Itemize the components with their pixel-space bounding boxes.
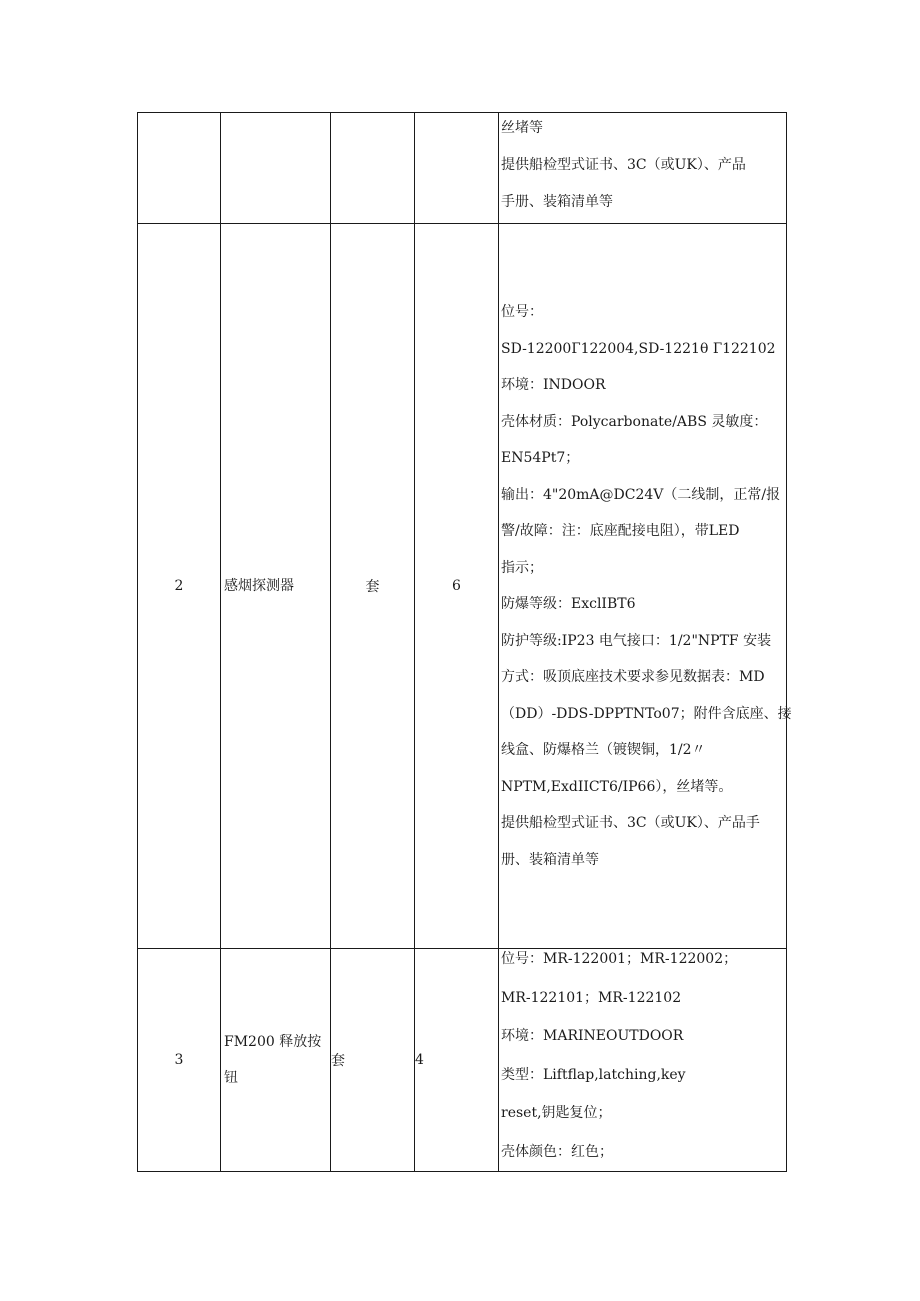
item-name-line: 钮 <box>224 1070 238 1086</box>
description-line: 环境：MARINEOUTDOOR <box>501 1028 684 1044</box>
description-line: 输出：4"20mA@DC24V（二线制，正常/报 <box>501 486 781 503</box>
description-line: 类型：Liftflap,latching,key <box>501 1066 686 1083</box>
description-cell <box>499 224 792 949</box>
description-line: 位号： <box>501 304 543 320</box>
description-line: 壳体颜色：红色； <box>501 1143 613 1160</box>
description-line: reset,钥匙复位； <box>501 1105 612 1121</box>
quantity-cell: 6 <box>415 224 499 949</box>
unit-cell: 套 <box>331 224 415 949</box>
item-name-line: FM200 释放按 <box>224 1034 322 1050</box>
description-line: 线盒、防爆格兰（镀锲铜，1/2〃 <box>501 742 706 758</box>
description-line: 环境：INDOOR <box>501 377 606 393</box>
table-row <box>138 113 787 224</box>
description-line: 方式：吸顶底座技术要求参见数据表：MD <box>501 669 765 685</box>
item-number-cell: 3 <box>138 949 221 1172</box>
spec-table <box>137 112 792 1172</box>
table-row <box>138 224 787 949</box>
description-line: 防护等级:IP23 电气接口：1/2"NPTF 安装 <box>501 632 772 649</box>
description-text <box>499 294 792 878</box>
description-line: NPTM,ExdIICT6/IP66），丝堵等。 <box>501 778 733 795</box>
description-line: MR-122101；MR-122102 <box>501 989 682 1006</box>
description-line: 壳体材质：Polycarbonate/ABS 灵敏度： <box>501 413 768 430</box>
description-line: SD-12200Г122004,SD-1221θ Г122102 <box>501 340 776 357</box>
description-cell <box>499 949 787 1172</box>
item-name-cell <box>221 949 331 1172</box>
description-line: 提供船检型式证书、3C（或UK）、产品手 <box>501 815 760 831</box>
item-name-cell <box>221 113 331 224</box>
unit-cell: 套 <box>331 949 415 1172</box>
description-line: （DD）-DDS-DPPTNTo07；附件含底座、接 <box>501 705 792 722</box>
item-name: 感烟探测器 <box>224 578 294 594</box>
quantity-cell: 4 <box>415 949 499 1172</box>
item-number-cell: 2 <box>138 224 221 949</box>
description-line: 位号：MR-122001；MR-122002； <box>501 951 738 967</box>
description-line: 防爆等级：ExclIBT6 <box>501 596 636 612</box>
item-number-cell <box>138 113 221 224</box>
quantity-cell <box>415 113 499 224</box>
description-line: 提供船检型式证书、3C（或UK）、产品 <box>501 157 746 173</box>
table-row <box>138 949 787 1172</box>
description-text <box>499 940 786 1171</box>
description-cell <box>499 113 787 224</box>
description-line: 丝堵等 <box>501 120 543 136</box>
description-line: 手册、装箱清单等 <box>501 194 613 210</box>
unit-cell <box>331 113 415 224</box>
description-line: EN54Pt7； <box>501 450 580 466</box>
item-name <box>221 1024 330 1096</box>
item-name-cell <box>221 224 331 949</box>
description-line: 警/故障：注：底座配接电阻），带LED <box>501 523 740 539</box>
description-text <box>499 110 786 221</box>
description-line: 指示； <box>501 559 543 576</box>
description-line: 册、装箱清单等 <box>501 851 599 868</box>
